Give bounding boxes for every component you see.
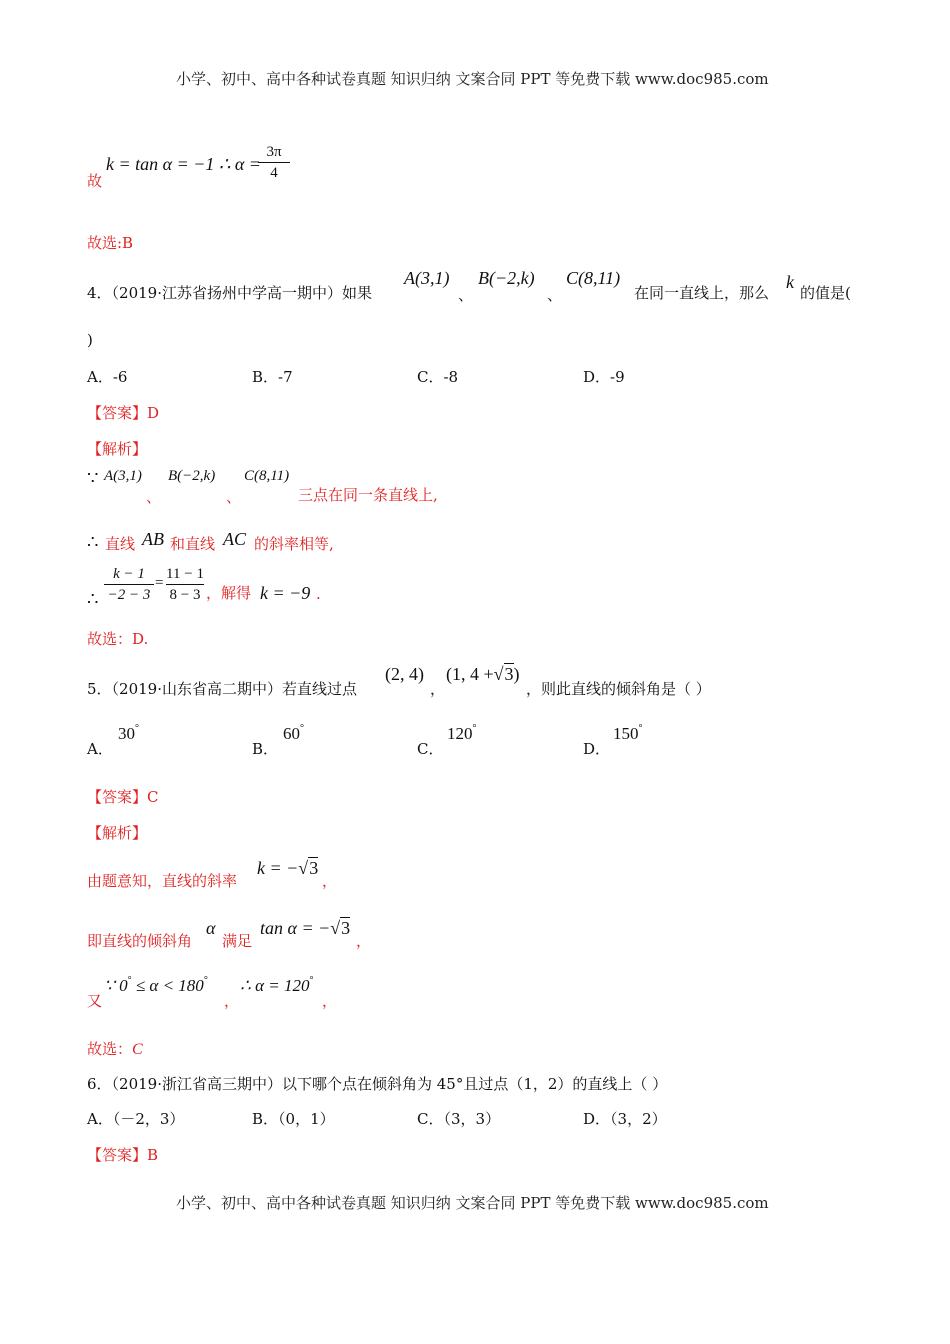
q5-choice [87, 1038, 143, 1059]
degree-symbol: ° [300, 723, 304, 734]
q5-s2-math-expr: tan α = − [260, 918, 331, 938]
q6-stem: 6．（2019·浙江省高三期中）以下哪个点在倾斜角为 45°且过点（1，2）的直线上（ ） [87, 1075, 668, 1093]
q3-frac-den: 4 [270, 165, 278, 181]
q5-stem-end: ，则此直线的倾斜角是（ ） [526, 680, 711, 698]
q4-option-d: D．-9 [583, 368, 625, 386]
q5-s1-text: 由题意知，直线的斜率 [87, 872, 238, 890]
q4-s1-sep2: 、 [226, 488, 242, 506]
q5-comma: ， [430, 680, 446, 698]
q4-s3-frac1-den: −2 − 3 [107, 587, 151, 603]
q4-s1-because: ∵ [87, 468, 99, 488]
q4-s2-ac: AC [223, 529, 247, 549]
q4-sep2: 、 [547, 286, 563, 304]
q4-s3-fraction-1 [104, 565, 154, 604]
q5-s2-math: tan α = −√3 [260, 918, 351, 938]
q4-s3-dot: . [316, 585, 321, 603]
q5-s2-alpha: α [206, 918, 216, 938]
q6-option-c: C．（3，3） [417, 1110, 501, 1128]
q4-s1-text: 三点在同一条直线上, [298, 486, 438, 504]
q4-s3-eq: = [155, 575, 164, 591]
q3-frac-num: 3π [266, 144, 282, 160]
q4-s2-therefore: ∴ [87, 532, 99, 552]
q4-s3-frac1-num: k − 1 [113, 566, 145, 582]
q6-answer-value: B [147, 1146, 159, 1164]
q5-point-1: (2, 4) [385, 664, 424, 684]
q5-s2-sqrt: 3 [341, 918, 351, 938]
degree-symbol: ° [472, 723, 477, 734]
q5-s3-math2a: ∴ α = 120 [240, 976, 310, 995]
degree-symbol: ° [638, 723, 643, 734]
q5-option-b-value [283, 724, 304, 744]
q4-stem-end: 的值是( [800, 284, 851, 302]
q4-option-c: C．-8 [417, 368, 459, 386]
q4-sep1: 、 [458, 286, 474, 304]
q5-option-d-number: 150 [613, 724, 639, 743]
q5-s1-sqrt: 3 [309, 858, 319, 878]
q4-s3-therefore: ∴ [87, 589, 99, 609]
q5-answer [87, 786, 159, 807]
q5-analysis-label: 【解析】 [87, 824, 148, 842]
q5-s1-math-expr: k = − [257, 858, 299, 878]
q4-stem-start: 4．（2019·江苏省扬州中学高一期中）如果 [87, 284, 372, 302]
q4-s3-text: ，解得 [206, 584, 252, 602]
q4-s1-c: C(8,11) [244, 468, 290, 484]
q5-choice-letter: C [132, 1041, 143, 1058]
q5-s3-math2 [240, 976, 313, 996]
q5-option-d-value [613, 724, 643, 744]
q4-s3-result: k = −9 [260, 583, 311, 603]
q4-s2-a: 直线 [105, 535, 136, 553]
q3-choice: 故选:B [87, 234, 134, 252]
q5-option-a-number: 30 [118, 724, 135, 743]
degree-symbol: ° [203, 975, 208, 986]
q6-option-d: D．（3，2） [583, 1110, 667, 1128]
q5-s3-you: 又 [87, 992, 103, 1010]
q5-option-a-letter: A． [87, 740, 113, 758]
q5-option-a-value [118, 724, 139, 744]
q5-s2-text2: 满足 [222, 932, 253, 950]
q5-s2-end: ， [356, 932, 372, 950]
q5-s1-math: k = −√3 [257, 858, 319, 878]
q4-answer-label: 【答案】 [87, 404, 148, 422]
q5-option-c-number: 120 [447, 724, 473, 743]
q5-p2-suffix: ) [513, 664, 520, 684]
degree-symbol: ° [309, 975, 314, 986]
q5-s1-end: ， [322, 872, 338, 890]
q4-point-a: A(3,1) [404, 268, 450, 288]
q5-p2-sqrt: 3 [504, 664, 514, 684]
q5-s3-end: ， [322, 992, 338, 1010]
q4-answer-value: D [147, 404, 160, 422]
q4-option-a: A．-6 [87, 368, 128, 386]
q4-s3-frac2-num: 11 − 1 [166, 566, 204, 582]
q5-choice-text: 故选： [87, 1040, 133, 1058]
degree-symbol: ° [135, 723, 139, 734]
q4-s1-b: B(−2,k) [168, 468, 216, 484]
q4-s2-ab: AB [142, 529, 164, 549]
q5-s2-text: 即直线的倾斜角 [87, 932, 193, 950]
q4-answer [87, 402, 159, 423]
q6-answer-label: 【答案】 [87, 1146, 148, 1164]
q4-close-paren: ) [87, 331, 93, 349]
q5-s3-comma: ， [224, 992, 240, 1010]
q5-s3-math1a: ∵ 0 [104, 976, 128, 995]
q4-s3-fraction-2 [166, 565, 204, 604]
q5-s3-math1b: ≤ α < 180 [131, 976, 204, 995]
q4-s1-sep1: 、 [146, 488, 162, 506]
q4-choice: 故选：D. [87, 630, 149, 648]
q4-point-b: B(−2,k) [478, 268, 535, 288]
q4-s3-frac2-den: 8 − 3 [169, 587, 201, 603]
q3-equation: k = tan α = −1 ∴ α = [106, 154, 261, 174]
q4-analysis-label: 【解析】 [87, 440, 148, 458]
q5-option-c-letter: C． [417, 740, 444, 758]
page-footer: 小学、初中、高中各种试卷真题 知识归纳 文案合同 PPT 等免费下载 www.doc985.com [176, 1194, 769, 1212]
q5-answer-label: 【答案】 [87, 788, 148, 806]
q4-k: k [786, 272, 794, 292]
q5-option-d-letter: D． [583, 740, 611, 758]
q6-option-a: A．（－2，3） [87, 1110, 185, 1128]
q5-point-2: (1, 4 +√3) [446, 664, 520, 684]
q4-s1-a: A(3,1) [104, 468, 142, 484]
q6-option-b: B．（0，1） [252, 1110, 335, 1128]
q6-answer [87, 1144, 158, 1165]
q4-point-c: C(8,11) [566, 268, 621, 288]
q5-stem-start: 5．（2019·山东省高二期中）若直线过点 [87, 680, 357, 698]
q5-option-b-letter: B． [252, 740, 279, 758]
q5-answer-value: C [147, 788, 159, 806]
page-header: 小学、初中、高中各种试卷真题 知识归纳 文案合同 PPT 等免费下载 www.doc985.com [176, 70, 769, 88]
q4-stem-mid: 在同一直线上，那么 [634, 284, 770, 302]
q5-option-b-number: 60 [283, 724, 300, 743]
q4-s2-b: 和直线 [170, 535, 216, 553]
q4-s2-c: 的斜率相等, [254, 535, 334, 553]
q5-p2-prefix: (1, 4 + [446, 664, 494, 684]
q5-option-c-value [447, 724, 477, 744]
q4-option-b: B．-7 [252, 368, 293, 386]
q5-s3-math1 [104, 976, 208, 996]
degree-symbol: ° [127, 975, 132, 986]
q3-gu: 故 [87, 172, 103, 190]
q3-fraction [258, 143, 290, 182]
